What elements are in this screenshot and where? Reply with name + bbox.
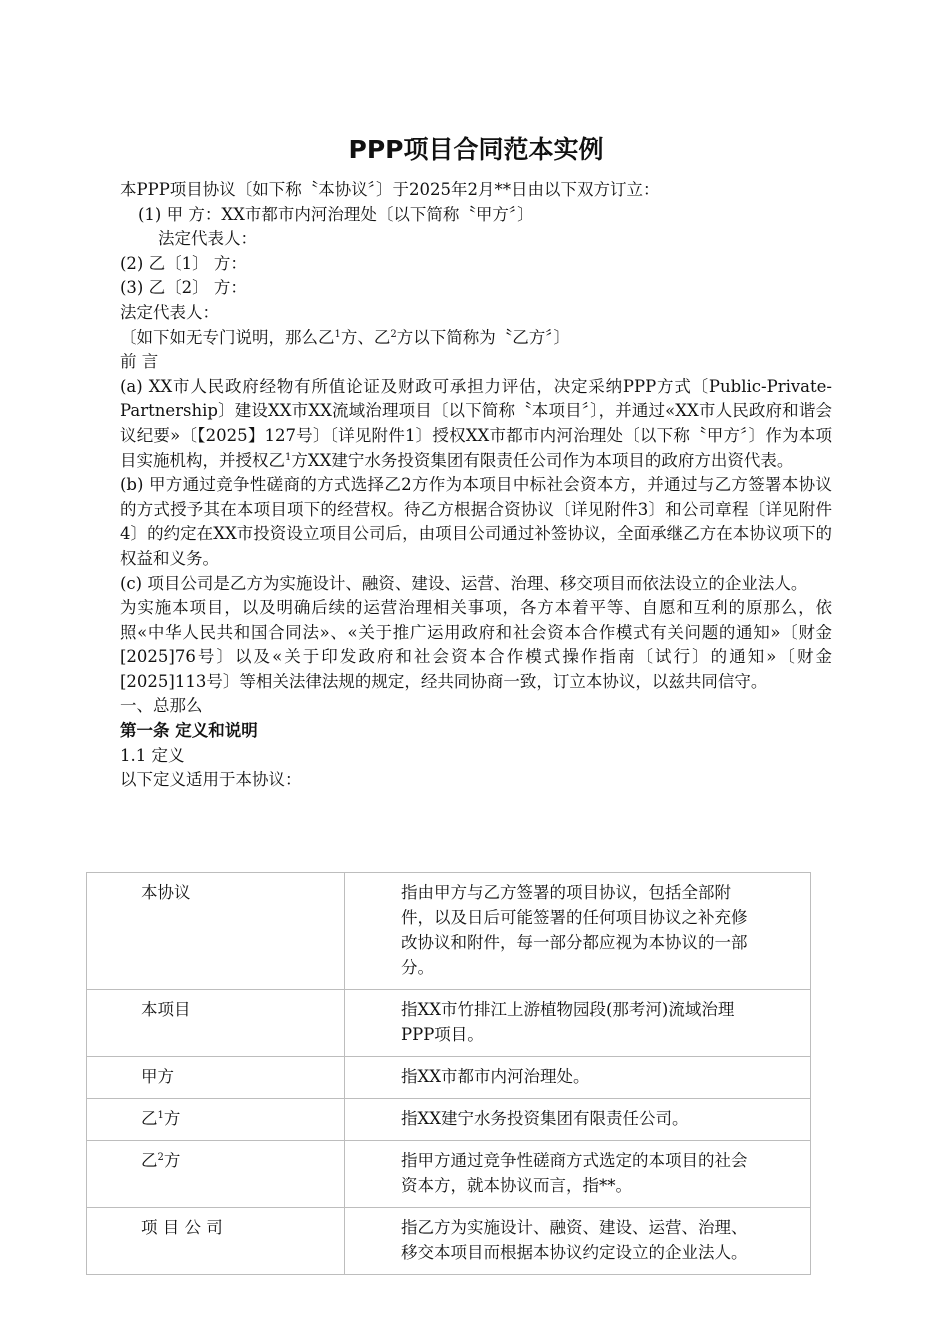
legal-rep-line: 法定代表人： [120, 302, 219, 322]
definition-description: 指由甲方与乙方签署的项目协议，包括全部附件，以及日后可能签署的任何项目协议之补充修改协议和附件，每一部分都应视为本协议的一部分。 [345, 873, 811, 990]
preface-paragraph-c: (c) 项目公司是乙方为实施设计、融资、建设、运营、治理、移交项目而依法设立的企业法人。 [120, 573, 808, 593]
table-row [87, 1141, 811, 1208]
definition-description: 指XX建宁水务投资集团有限责任公司。 [345, 1099, 811, 1141]
section-heading: 1.1 定义 [120, 745, 185, 765]
table-row [87, 1057, 811, 1099]
document-title: PPP项目合同范本实例 [348, 135, 604, 164]
table-row [87, 990, 811, 1057]
preface-main-paragraph: 为实施本项目，以及明确后续的运营治理相关事项，各方本着平等、自愿和互利的原那么，依照«中华人民共和国合同法»、«关于推广运用政府和社会资本合作模式有关问题的通知»〔财金[2025]76号〕以及«关于印发政府和社会资本合作模式操作指南〔试行〕的通知»〔财金[2025]113号〕等相关法律法规的规定，经共同协商一致，订立本协议，以兹共同信守。 [120, 598, 832, 691]
definition-description: 指乙方为实施设计、融资、建设、运营、治理、移交本项目而根据本协议约定设立的企业法人。 [345, 1208, 811, 1275]
definition-term: 本协议 [87, 873, 345, 990]
definition-term: 项 目 公 司 [87, 1208, 345, 1275]
definition-description: 指甲方通过竞争性磋商方式选定的本项目的社会资本方，就本协议而言，指**。 [345, 1141, 811, 1208]
definitions-table [86, 872, 811, 1275]
table-row [87, 1208, 811, 1275]
definition-description: 指XX市竹排江上游植物园段(那考河)流域治理PPP项目。 [345, 990, 811, 1057]
definition-description: 指XX市都市内河治理处。 [345, 1057, 811, 1099]
intro-paragraph: 本PPP项目协议〔如下称〝本协议〞〕于2025年2月**日由以下双方订立： [120, 180, 660, 199]
preface-paragraph-a: (a) XX市人民政府经物有所值论证及财政可承担力评估，决定采纳PPP方式〔Public-Private-Partnership〕建设XX市XX流域治理项目〔以下简称〝本项目〞〕，并通过«XX市人民政府和谐会议纪要»〔【2025】127号〕〔详见附件1〕授权XX市都市内河治理处〔以下称〝甲方〞〕作为本项目实施机构，并授权乙$^1$方XX建宁水务投资集团有限责任公司作为本项目的政府方出资代表。 [120, 376, 832, 470]
definition-term: 乙$^2$方 [87, 1141, 345, 1208]
table-row [87, 1099, 811, 1141]
definition-term: 乙$^1$方 [87, 1099, 345, 1141]
party-b1-line: (2) 乙〔1〕 方： [120, 253, 247, 273]
table-row [87, 873, 811, 990]
preface-heading: 前 言 [120, 352, 159, 372]
legal-rep-line: 法定代表人： [158, 229, 257, 249]
chapter-heading: 一、总那么 [120, 696, 203, 716]
definition-term: 本项目 [87, 990, 345, 1057]
definitions-intro: 以下定义适用于本协议： [120, 770, 302, 790]
party-b2-line: (3) 乙〔2〕 方： [120, 278, 247, 298]
definition-term: 甲方 [87, 1057, 345, 1099]
party-a-line: (1) 甲 方：XX市都市内河治理处〔以下简称〝甲方〞〕 [138, 204, 534, 224]
article-heading: 第一条 定义和说明 [120, 721, 258, 741]
document-body [120, 130, 832, 793]
abbreviation-note: 〔如下如无专门说明，那么乙$^1$方、乙$^2$方以下简称为〝乙方〞〕 [120, 327, 570, 347]
preface-paragraph-b: (b) 甲方通过竞争性磋商的方式选择乙2方作为本项目中标社会资本方，并通过与乙方签署本协议的方式授予其在本项目项下的经营权。待乙方根据合资协议〔详见附件3〕和公司章程〔详见附件4〕的约定在XX市投资设立项目公司后，由项目公司通过补签协议，全面承继乙方在本协议项下的权益和义务。 [120, 475, 832, 568]
